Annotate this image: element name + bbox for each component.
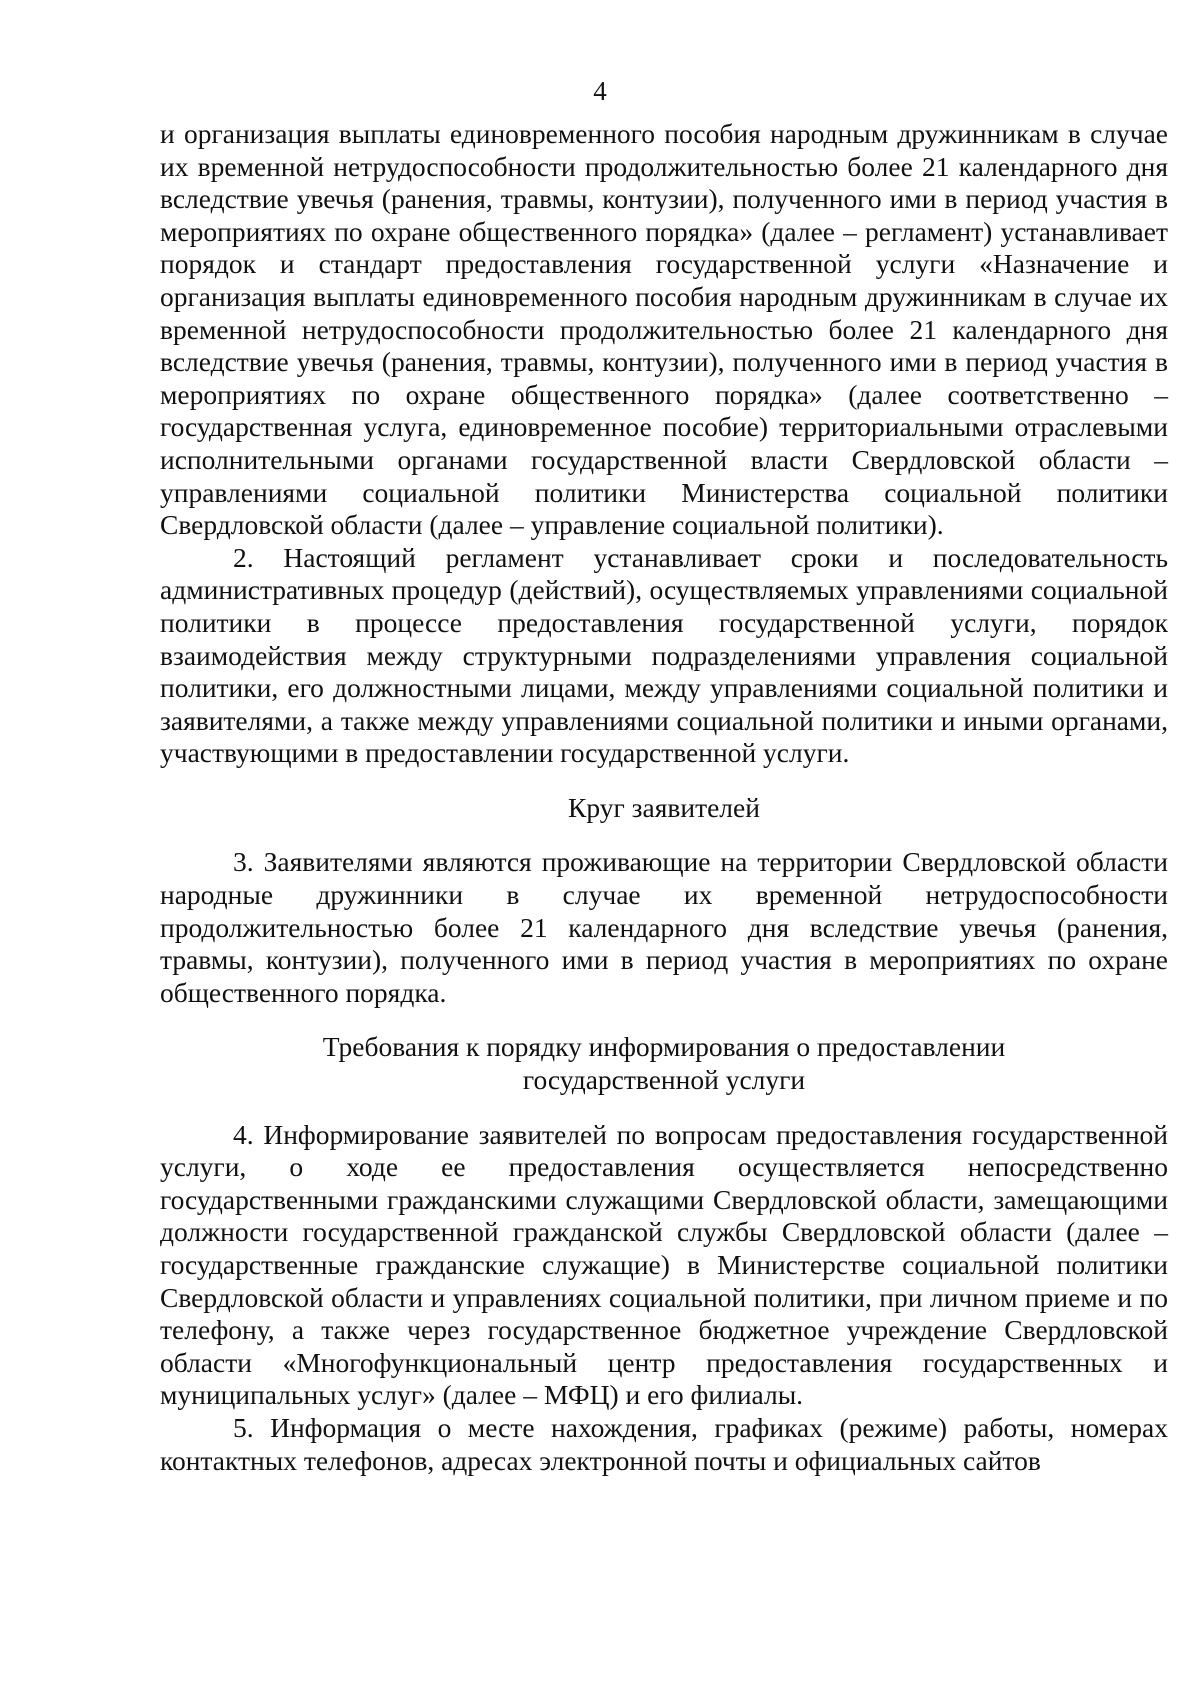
intro-paragraph: и организация выплаты единовременного пособия народным дружинникам в случае их временной нетрудоспособности продолжительностью более 21 календарного дня вследствие увечья (ранения, травмы, контузии), полученного ими в период участия в мероприятиях по охране общественного порядка» (далее – регламент) устанавливает порядок и стандарт предоставления государственной услуги «Назначение и организация выплаты единовременного пособия народным дружинникам в случае их временной нетрудоспособности продолжительностью более 21 календарного дня вследствие увечья (ранения, травмы, контузии), полученного ими в период участия в мероприятиях по охране общественного порядка» (далее соответственно – государственная услуга, единовременное пособие) территориальными отраслевыми исполнительными органами государственной власти Свердловской области – управлениями социальной политики Министерства социальной политики Свердловской области (далее – управление социальной политики).: [160, 118, 1168, 541]
paragraph-4: 4. Информирование заявителей по вопросам предоставления государственной услуги, о ходе ее предоставления осуществляется непосредственно государственными гражданскими служащими Свердловской области, замещающими должности государственной гражданской службы Свердловской области (далее – государственные гражданские служащие) в Министерстве социальной политики Свердловской области и управлениях социальной политики, при личном приеме и по телефону, а также через государственное бюджетное учреждение Свердловской области «Многофункциональный центр предоставления государственных и муниципальных услуг» (далее – МФЦ) и его филиалы.: [160, 1118, 1168, 1411]
heading-applicants: Круг заявителей: [568, 791, 760, 823]
page-number: 4: [593, 76, 607, 106]
paragraph-3: 3. Заявителями являются проживающие на территории Свердловской области народные дружинники в случае их временной нетрудоспособности продолжительностью более 21 календарного дня вследствие увечья (ранения, травмы, контузии), полученного ими в период участия в мероприятиях по охране общественного порядка.: [160, 846, 1168, 1008]
document-body: [160, 118, 1168, 1477]
heading-informing-line-2: государственной услуги: [522, 1064, 806, 1096]
heading-informing: [160, 1031, 1168, 1096]
heading-informing-line-1: Требования к порядку информирования о предоставлении: [322, 1031, 1006, 1063]
paragraph-2: 2. Настоящий регламент устанавливает сроки и последовательность административных процедур (действий), осуществляемых управлениями социальной политики в процессе предоставления государственной услуги, порядок взаимодействия между структурными подразделениями управления социальной политики, его должностными лицами, между управлениями социальной политики и заявителями, а также между управлениями социальной политики и иными органами, участвующими в предоставлении государственной услуги.: [160, 541, 1168, 769]
paragraph-5: 5. Информация о месте нахождения, графиках (режиме) работы, номерах контактных телефонов, адресах электронной почты и официальных сайтов: [160, 1411, 1168, 1476]
